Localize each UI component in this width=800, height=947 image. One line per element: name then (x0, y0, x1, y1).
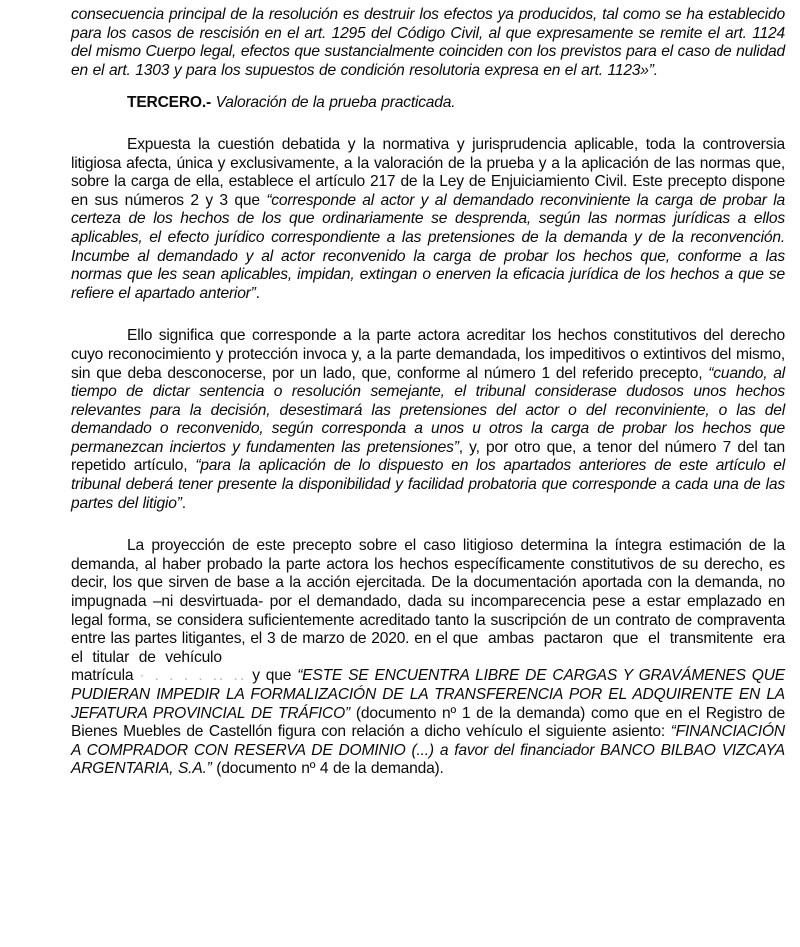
text-run: “ESTE SE ENCUENTRA LIBRE DE CARGAS Y GRAVÁMENES QUE PUDIERAN IMPEDIR LA FORMALIZACIÓN DE LA TRANSFERENCIA POR EL ADQUIRENTE EN LA JEFATURA PROVINCIAL DE TRÁFICO” (71, 667, 785, 722)
heading-tercero (71, 94, 785, 113)
text-run: consecuencia principal de la resolución es destruir los efectos ya producidos, tal como se ha establecido para los casos de rescisión en el art. 1295 del Código Civil, al que expresamente se remite el art. 1124 del mismo Cuerpo legal, efectos que sustancialmente coinciden con los previstos para el caso de nulidad en el art. 1303 y para los supuestos de condición resolutoria expresa en el art. 1123»”. (71, 6, 785, 79)
text-run: “para la aplicación de lo dispuesto en los apartados anteriores de este artículo el tribunal deberá tener presente la disponibilidad y facilidad probatoria que corresponde a cada una de las partes del litigio” (71, 457, 785, 512)
text-run: La proyección de este precepto sobre el caso litigioso determina la íntegra estimación de la demanda, al haber probado la parte actora los hechos específicamente constitutivos de su derecho, es decir, los que sirven de base a la acción ejercitada. De la documentación aportada con la demanda, no impugnada –ni desvirtuada- por el demandado, dada su incomparecencia pese a estar emplazado en legal forma, se considera suficientemente acreditado tanto la suscripción de un contrato de compraventa entre las partes litigantes, el 3 de marzo de 2020. en el (71, 537, 785, 648)
text-run: , y, por otro que, a tenor del número 7 del tan repetido artículo, (71, 438, 785, 475)
paragraph-resolution-quote (71, 6, 785, 80)
text-run: Valoración de la prueba practicada. (215, 94, 456, 112)
text-run: (documento nº 4 de la demanda). (211, 760, 444, 778)
text-run: “corresponde al actor y al demandado reconviniente la carga de probar la certeza de los hechos de los que ordinariamente se desprenda, según las normas jurídicas a ellos aplicables, el efecto jurídico correspondiente a las pretensiones de la demanda y de la reconvención. Incumbe al demandado y al actor reconvenido la carga de probar los hechos que, conforme a las normas que les sean aplicables, impidan, extingan o enerven la eficacia jurídica de los hechos a que se refiere el apartado anterior” (71, 191, 785, 302)
text-run: . (181, 494, 186, 512)
text-run: que ambas pactaron que el transmitente era el titular de vehículo (71, 630, 785, 666)
text-run: “FINANCIACIÓN A COMPRADOR CON RESERVA DE DOMINIO (...) a favor del financiador BANCO BILBAO VIZCAYA ARGENTARIA, S.A.” (71, 723, 785, 778)
paragraph-burden-of-proof (71, 136, 785, 303)
text-run: (documento nº 1 de la demanda) como que en el Registro de Bienes Muebles de Castellón figura con relación a dicho vehículo el siguiente asiento: (71, 704, 785, 741)
paragraph-la-proyeccion (71, 537, 785, 779)
document-page (71, 6, 785, 779)
text-run: Expuesta la cuestión debatida y la normativa y jurisprudencia aplicable, toda la controversia litigiosa afecta, única y exclusivamente, a la valoración de la prueba y a la aplicación de las normas que, sobre la carga de ella, establece el artículo 217 de la Ley de Enjuiciamiento Civil. Este precepto dispone en sus números 2 y 3 que (71, 135, 785, 209)
redacted-plate: · . . . . .. .. (139, 667, 247, 685)
text-run: matrícula (71, 667, 140, 685)
text-run: TERCERO.- (127, 94, 216, 112)
text-run: y que (246, 667, 298, 685)
text-run: . (255, 284, 260, 302)
text-run: Ello significa que corresponde a la parte actora acreditar los hechos constitutivos del derecho cuyo reconocimiento y protección invoca y, a la parte demandada, los impeditivos o extintivos del mismo, sin que deba desconocerse, por un lado, que, conforme al número 1 del referido precepto, (71, 327, 785, 382)
text-run: “cuando, al tiempo de dictar sentencia o resolución semejante, el tribunal considerase dudosos unos hechos relevantes para la decisión, desestimará las pretensiones del actor o del reconviniente, o las del demandado o reconvenido, según corresponda a unos u otros la carga de probar los hechos que permanezcan inciertos y fundamenten las pretensiones” (71, 364, 785, 456)
paragraph-ello-significa (71, 327, 785, 513)
